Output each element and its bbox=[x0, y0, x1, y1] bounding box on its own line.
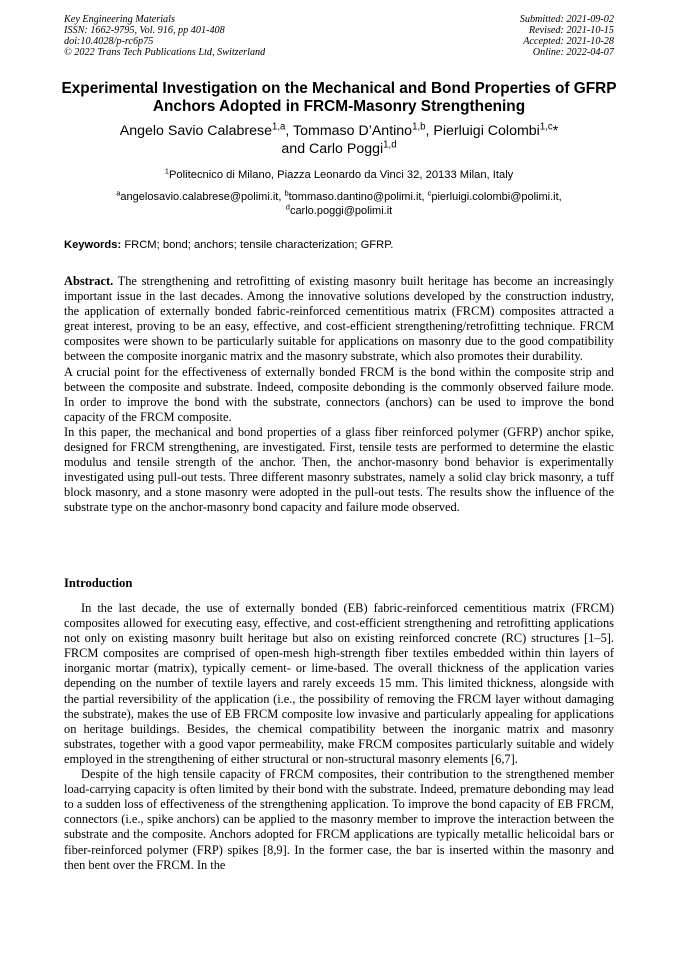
date-submitted: Submitted: 2021-09-02 bbox=[519, 14, 614, 25]
author-affil-mark: 1,c bbox=[539, 121, 553, 133]
email-link[interactable]: angelosavio.calabrese@polimi.it bbox=[120, 191, 279, 203]
affiliation bbox=[40, 168, 638, 182]
email-separator: , bbox=[278, 191, 285, 203]
author-separator: , bbox=[285, 123, 294, 139]
journal-name: Key Engineering Materials bbox=[64, 14, 175, 25]
abstract bbox=[64, 274, 614, 516]
email-separator: , bbox=[558, 191, 562, 203]
email-list bbox=[60, 190, 618, 218]
email-link[interactable]: pierluigi.colombi@polimi.it bbox=[431, 191, 559, 203]
author-list bbox=[50, 123, 628, 158]
affiliation-mark: 1 bbox=[164, 166, 169, 176]
abstract-paragraph bbox=[64, 274, 614, 365]
abstract-paragraph: A crucial point for the effectiveness of externally bonded FRCM is the bond within the composite strip and between the composite and substrate. Indeed, composite debonding is the commonly observed failure mode. In order to improve the bond with the substrate, connectors (anchors) can be used to improve the bond capacity of the FRCM composite. bbox=[64, 364, 614, 424]
author-name: Tommaso D’Antino bbox=[293, 123, 413, 139]
author-separator: , bbox=[425, 123, 434, 139]
email-link[interactable]: tommaso.dantino@polimi.it bbox=[288, 191, 422, 203]
affiliation-text: Politecnico di Milano, Piazza Leonardo da Vinci 32, 20133 Milan, Italy bbox=[168, 169, 514, 181]
intro-paragraph: In the last decade, the use of externally bonded (EB) fabric-reinforced cementitious matrix (FRCM) composites allowed for executing easy, effective, and cost-efficient strengthening and retrofitting applications not only on existing masonry built heritage but also on existing reinforced concrete (RC) structures [1–5]. FRCM composites are comprised of open-mesh high-strength fiber textiles embedded within thin layers of inorganic mortar (matrix), typically cement- or lime-based. The overall thickness of the application varies depending on the number of textile layers and rarely exceeds 15 mm. This limited thickness, alongside with the partial reversibility of the application (i.e., the possibility of removing the FRCM layer without damaging the substrate), makes the use of EB FRCM composite low invasive and particularly appealing for applications on heritage buildings. Besides, the chemical compatibility between the inorganic matrix and masonry substrates, together with a good vapor permeability, make FRCM composites particularly suitable and widely employed in the strengthening of either structural or non-structural masonry elements [6,7]. bbox=[64, 601, 614, 766]
journal-info bbox=[64, 14, 265, 58]
author-affil-mark: 1,b bbox=[412, 121, 426, 133]
section-heading-introduction: Introduction bbox=[64, 576, 133, 590]
date-online: Online: 2022-04-07 bbox=[532, 47, 614, 58]
abstract-label: Abstract. bbox=[64, 274, 114, 288]
paper-title: Experimental Investigation on the Mechanical and Bond Properties of GFRP Anchors Adopted in FRCM-Masonry Strengthening bbox=[61, 80, 617, 115]
journal-doi: doi:10.4028/p-rc6p75 bbox=[64, 36, 154, 47]
abstract-text: The strengthening and retrofitting of existing masonry built heritage has become an increasingly important issue in the last decades. Among the innovative solutions developed by the construction industry, the application of externally bonded fabric-reinforced cementitious matrix (FRCM) composites attracted a great interest, proving to be an easy, effective, and cost-efficient strengthening/retrofitting technique. FRCM composites were shown to be particularly suitable for applications on masonry due to the good compatibility between the composite inorganic matrix and the masonry substrate, which also promotes their durability. bbox=[64, 274, 614, 364]
abstract-paragraph: In this paper, the mechanical and bond properties of a glass fiber reinforced polymer (GFRP) anchor spike, designed for FRCM strengthening, are investigated. First, tensile tests are performed to determine the elastic modulus and tensile strength of the anchor. Then, the anchor-masonry bond behavior is experimentally investigated using pull-out tests. Three different masonry substrates, namely a solid clay brick masonry, a tuff block masonry, and a stone masonry were adopted in the pull-out tests. The results show the influence of the substrate type on the anchor-masonry bond capacity and failure mode observed. bbox=[64, 424, 614, 515]
keywords-label: Keywords: bbox=[64, 239, 122, 251]
journal-issn: ISSN: 1662-9795, Vol. 916, pp 401-408 bbox=[64, 25, 225, 36]
author-affil-mark: 1,d bbox=[383, 138, 397, 150]
email-link[interactable]: carlo.poggi@polimi.it bbox=[289, 205, 393, 217]
submission-dates bbox=[520, 14, 614, 58]
journal-copyright: © 2022 Trans Tech Publications Ltd, Switzerland bbox=[64, 47, 266, 58]
date-revised: Revised: 2021-10-15 bbox=[528, 25, 614, 36]
keywords-text: FRCM; bond; anchors; tensile characterization; GFRP. bbox=[124, 239, 394, 251]
email-separator: , bbox=[421, 191, 428, 203]
date-accepted: Accepted: 2021-10-28 bbox=[523, 36, 614, 47]
author-affil-mark: 1,a bbox=[271, 121, 286, 133]
email-mark: b bbox=[284, 188, 289, 198]
email-mark: a bbox=[116, 188, 121, 198]
email-mark: c bbox=[427, 188, 432, 198]
keywords bbox=[64, 238, 614, 252]
author-separator: * bbox=[552, 123, 559, 139]
email-mark: d bbox=[285, 202, 290, 212]
introduction-body bbox=[64, 601, 614, 873]
author-name: Angelo Savio Calabrese bbox=[119, 123, 272, 139]
author-name: Pierluigi Colombi bbox=[433, 123, 540, 139]
intro-paragraph: Despite of the high tensile capacity of FRCM composites, their contribution to the strengthened member load-carrying capacity is often limited by their bond with the substrate. Indeed, premature debonding may lead to a sudden loss of effectiveness of the strengthening application. To improve the bond capacity of EB FRCM, connectors (i.e., spike anchors) can be applied to the masonry member to improve the interaction between the substrate and the composite. Anchors adopted for FRCM applications are typically metallic helicoidal bars or fiber-reinforced polymer (FRP) spikes [8,9]. In the former case, the bar is inserted within the masonry and then bent over the FRCM. In the bbox=[64, 767, 614, 872]
author-name: and Carlo Poggi bbox=[281, 140, 384, 157]
